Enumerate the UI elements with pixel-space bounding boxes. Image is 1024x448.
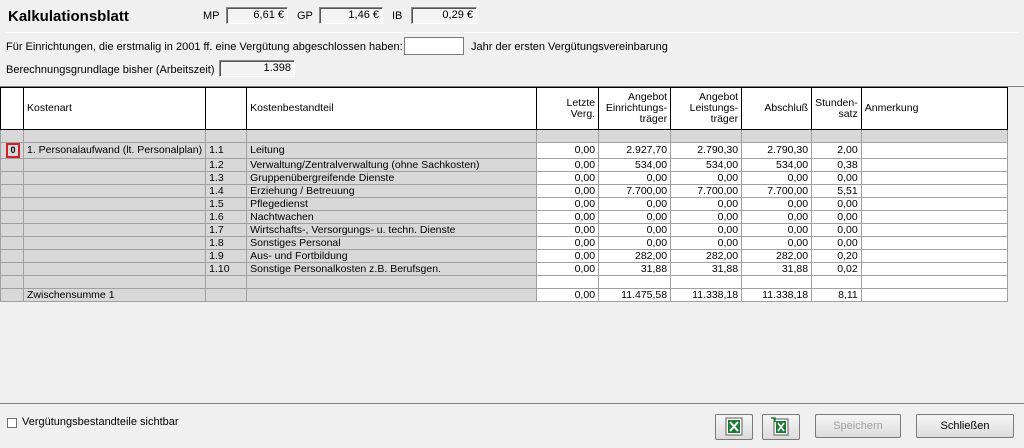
cell-nr[interactable]: 1.10 bbox=[206, 263, 247, 276]
cell-kostenbestandteil[interactable]: Leitung bbox=[247, 143, 537, 159]
cell-abschluss[interactable]: 2.790,30 bbox=[742, 143, 812, 159]
cell-kostenbestandteil[interactable]: Gruppenübergreifende Dienste bbox=[247, 172, 537, 185]
cell-kostenart[interactable] bbox=[24, 237, 206, 250]
cell-stundensatz[interactable]: 8,11 bbox=[812, 289, 862, 302]
cell-kostenbestandteil[interactable]: Verwaltung/Zentralverwaltung (ohne Sachkosten) bbox=[247, 159, 537, 172]
header-kostenbestandteil[interactable]: Kostenbestandteil bbox=[247, 88, 537, 130]
row-header bbox=[1, 211, 24, 224]
cell-anmerkung[interactable] bbox=[861, 211, 1007, 224]
table-row[interactable] bbox=[1, 289, 1008, 302]
header-stundensatz[interactable]: Stunden-satz bbox=[812, 88, 862, 130]
header-nr[interactable] bbox=[206, 88, 247, 130]
cell-value[interactable] bbox=[742, 276, 812, 289]
row-header bbox=[1, 237, 24, 250]
excel-import-button[interactable] bbox=[762, 414, 800, 440]
cell-abschluss[interactable]: 11.338,18 bbox=[742, 289, 812, 302]
cell-angebot-einrichtung[interactable]: 282,00 bbox=[599, 250, 671, 263]
cell-nr[interactable] bbox=[206, 276, 247, 289]
cell-letzte-verg[interactable]: 0,00 bbox=[537, 263, 599, 276]
cell-stundensatz[interactable]: 5,51 bbox=[812, 185, 862, 198]
cell-angebot-einrichtung[interactable]: 11.475,58 bbox=[599, 289, 671, 302]
row-header bbox=[1, 130, 24, 143]
cell-nr[interactable] bbox=[206, 289, 247, 302]
cell-letzte-verg[interactable]: 0,00 bbox=[537, 289, 599, 302]
cell-angebot-leistung[interactable]: 0,00 bbox=[671, 237, 742, 250]
ib-label: IB bbox=[392, 10, 403, 22]
cell-kostenart[interactable] bbox=[24, 263, 206, 276]
cell-anmerkung[interactable] bbox=[861, 159, 1007, 172]
cell-nr[interactable]: 1.3 bbox=[206, 172, 247, 185]
cell-angebot-einrichtung[interactable]: 0,00 bbox=[599, 224, 671, 237]
cell-nr[interactable]: 1.2 bbox=[206, 159, 247, 172]
row-header bbox=[1, 276, 24, 289]
row-header bbox=[1, 185, 24, 198]
cell-angebot-einrichtung[interactable]: 0,00 bbox=[599, 172, 671, 185]
cell-anmerkung[interactable] bbox=[861, 185, 1007, 198]
row-header bbox=[1, 172, 24, 185]
cell-angebot-einrichtung[interactable]: 534,00 bbox=[599, 159, 671, 172]
cell-angebot-einrichtung[interactable]: 31,88 bbox=[599, 263, 671, 276]
cell-kostenbestandteil[interactable]: Pflegedienst bbox=[247, 198, 537, 211]
cell-angebot-leistung[interactable]: 11.338,18 bbox=[671, 289, 742, 302]
cell-nr[interactable] bbox=[206, 130, 247, 143]
cell-letzte-verg[interactable]: 0,00 bbox=[537, 198, 599, 211]
cell-anmerkung[interactable] bbox=[861, 143, 1007, 159]
cell-abschluss[interactable]: 0,00 bbox=[742, 198, 812, 211]
cell-abschluss[interactable]: 0,00 bbox=[742, 211, 812, 224]
cell-angebot-leistung[interactable]: 0,00 bbox=[671, 211, 742, 224]
cell-abschluss[interactable]: 7.700,00 bbox=[742, 185, 812, 198]
cell-abschluss[interactable]: 31,88 bbox=[742, 263, 812, 276]
cell-stundensatz[interactable]: 0,38 bbox=[812, 159, 862, 172]
header-angebot-einrichtungstraeger[interactable]: Angebot Einrichtungs-träger bbox=[599, 88, 671, 130]
row-header-corner bbox=[1, 88, 24, 130]
cell-angebot-einrichtung[interactable]: 2.927,70 bbox=[599, 143, 671, 159]
cell-kostenart[interactable] bbox=[24, 276, 206, 289]
cell-abschluss[interactable]: 0,00 bbox=[742, 224, 812, 237]
cell-nr[interactable]: 1.8 bbox=[206, 237, 247, 250]
table-row[interactable] bbox=[1, 211, 1008, 224]
kalkulation-table bbox=[0, 87, 1008, 302]
cell-abschluss[interactable]: 534,00 bbox=[742, 159, 812, 172]
cell-kostenbestandteil[interactable]: Erziehung / Betreuung bbox=[247, 185, 537, 198]
table-row[interactable] bbox=[1, 198, 1008, 211]
cell-nr[interactable]: 1.4 bbox=[206, 185, 247, 198]
berechnung-label: Berechnungsgrundlage bisher (Arbeitszeit) bbox=[6, 64, 215, 76]
mp-value: 6,61 € bbox=[226, 7, 288, 24]
cell-angebot-einrichtung[interactable]: 0,00 bbox=[599, 211, 671, 224]
table-row[interactable] bbox=[1, 143, 1008, 159]
cell-nr[interactable]: 1.9 bbox=[206, 250, 247, 263]
table-row[interactable] bbox=[1, 185, 1008, 198]
cell-letzte-verg[interactable]: 0,00 bbox=[537, 172, 599, 185]
cell-kostenbestandteil[interactable]: Aus- und Fortbildung bbox=[247, 250, 537, 263]
cell-stundensatz[interactable]: 0,00 bbox=[812, 211, 862, 224]
gp-label: GP bbox=[297, 10, 313, 22]
einrichtungen-input[interactable] bbox=[404, 37, 464, 55]
cell-kostenbestandteil[interactable] bbox=[247, 289, 537, 302]
header-angebot-leistungstraeger[interactable]: Angebot Leistungs-träger bbox=[671, 88, 742, 130]
vergutung-visible-checkbox[interactable] bbox=[7, 418, 17, 428]
gp-value: 1,46 € bbox=[319, 7, 383, 24]
row-header bbox=[1, 289, 24, 302]
excel-export-button[interactable] bbox=[715, 414, 753, 440]
cell-abschluss[interactable]: 282,00 bbox=[742, 250, 812, 263]
page-title: Kalkulationsblatt bbox=[8, 8, 129, 25]
cell-kostenart[interactable] bbox=[24, 159, 206, 172]
cell-stundensatz[interactable]: 0,00 bbox=[812, 198, 862, 211]
table-row[interactable] bbox=[1, 237, 1008, 250]
close-button[interactable]: Schließen bbox=[916, 414, 1014, 438]
cell-stundensatz[interactable]: 0,02 bbox=[812, 263, 862, 276]
cell-value[interactable] bbox=[671, 276, 742, 289]
cell-nr[interactable]: 1.6 bbox=[206, 211, 247, 224]
cell-nr[interactable]: 1.1 bbox=[206, 143, 247, 159]
row-header bbox=[1, 143, 24, 159]
cell-angebot-leistung[interactable]: 282,00 bbox=[671, 250, 742, 263]
cell-kostenart[interactable]: 1. Personalaufwand (lt. Personalplan) bbox=[24, 143, 206, 159]
cell-angebot-leistung[interactable]: 2.790,30 bbox=[671, 143, 742, 159]
cell-angebot-leistung[interactable] bbox=[671, 130, 742, 143]
excel-export-icon bbox=[716, 415, 752, 439]
cell-nr[interactable]: 1.5 bbox=[206, 198, 247, 211]
cell-kostenart[interactable] bbox=[24, 250, 206, 263]
ib-value: 0,29 € bbox=[411, 7, 477, 24]
kalkulation-grid[interactable] bbox=[0, 86, 1024, 404]
cell-anmerkung[interactable] bbox=[861, 130, 1007, 143]
cell-letzte-verg[interactable]: 0,00 bbox=[537, 159, 599, 172]
cell-letzte-verg[interactable]: 0,00 bbox=[537, 211, 599, 224]
cell-letzte-verg[interactable]: 0,00 bbox=[537, 250, 599, 263]
cell-kostenbestandteil[interactable]: Sonstiges Personal bbox=[247, 237, 537, 250]
cell-anmerkung[interactable] bbox=[861, 276, 1007, 289]
row-header bbox=[1, 198, 24, 211]
cell-kostenart[interactable] bbox=[24, 172, 206, 185]
table-row[interactable] bbox=[1, 224, 1008, 237]
header-letzte-verg[interactable]: Letzte Verg. bbox=[537, 88, 599, 130]
cell-angebot-einrichtung[interactable] bbox=[599, 130, 671, 143]
cell-letzte-verg[interactable]: 0,00 bbox=[537, 143, 599, 159]
row-header bbox=[1, 224, 24, 237]
cell-kostenart[interactable] bbox=[24, 224, 206, 237]
cell-letzte-verg[interactable] bbox=[537, 130, 599, 143]
cell-stundensatz[interactable] bbox=[812, 130, 862, 143]
header-separator bbox=[6, 32, 1018, 33]
table-row[interactable] bbox=[1, 130, 1008, 143]
row-header bbox=[1, 250, 24, 263]
cell-anmerkung[interactable] bbox=[861, 263, 1007, 276]
cell-anmerkung[interactable] bbox=[861, 237, 1007, 250]
header-anmerkung[interactable]: Anmerkung bbox=[861, 88, 1007, 130]
cell-kostenart[interactable] bbox=[24, 211, 206, 224]
cell-value[interactable] bbox=[537, 276, 599, 289]
jahr-label: Jahr der ersten Vergütungsvereinbarung bbox=[471, 41, 668, 53]
cell-anmerkung[interactable] bbox=[861, 250, 1007, 263]
cell-angebot-leistung[interactable]: 0,00 bbox=[671, 224, 742, 237]
cell-angebot-einrichtung[interactable]: 0,00 bbox=[599, 237, 671, 250]
cell-anmerkung[interactable] bbox=[861, 198, 1007, 211]
mp-label: MP bbox=[203, 10, 220, 22]
table-row[interactable] bbox=[1, 263, 1008, 276]
cell-angebot-einrichtung[interactable]: 0,00 bbox=[599, 198, 671, 211]
cell-letzte-verg[interactable]: 0,00 bbox=[537, 224, 599, 237]
cell-stundensatz[interactable]: 0,00 bbox=[812, 224, 862, 237]
cell-angebot-leistung[interactable]: 0,00 bbox=[671, 198, 742, 211]
cell-angebot-einrichtung[interactable]: 7.700,00 bbox=[599, 185, 671, 198]
cell-letzte-verg[interactable]: 0,00 bbox=[537, 237, 599, 250]
vergutung-visible-label: Vergütungsbestandteile sichtbar bbox=[22, 416, 179, 428]
cell-stundensatz[interactable]: 2,00 bbox=[812, 143, 862, 159]
excel-import-icon bbox=[763, 415, 799, 439]
berechnung-value: 1.398 bbox=[219, 60, 295, 77]
cell-letzte-verg[interactable]: 0,00 bbox=[537, 185, 599, 198]
cell-abschluss[interactable]: 0,00 bbox=[742, 172, 812, 185]
cell-value[interactable] bbox=[812, 276, 862, 289]
cell-angebot-leistung[interactable]: 31,88 bbox=[671, 263, 742, 276]
row-header bbox=[1, 159, 24, 172]
cell-kostenart[interactable] bbox=[24, 198, 206, 211]
cell-kostenbestandteil[interactable]: Sonstige Personalkosten z.B. Berufsgen. bbox=[247, 263, 537, 276]
header-abschluss[interactable]: Abschluß bbox=[742, 88, 812, 130]
cell-abschluss[interactable]: 0,00 bbox=[742, 237, 812, 250]
cell-nr[interactable]: 1.7 bbox=[206, 224, 247, 237]
cell-kostenbestandteil[interactable] bbox=[247, 276, 537, 289]
row-selector-marker[interactable]: 0 bbox=[6, 143, 20, 158]
cell-anmerkung[interactable] bbox=[861, 172, 1007, 185]
save-button[interactable]: Speichern bbox=[815, 414, 901, 438]
table-header-row bbox=[1, 88, 1008, 130]
cell-value[interactable] bbox=[599, 276, 671, 289]
cell-angebot-leistung[interactable]: 0,00 bbox=[671, 172, 742, 185]
table-row[interactable] bbox=[1, 172, 1008, 185]
cell-kostenart[interactable] bbox=[24, 185, 206, 198]
cell-angebot-leistung[interactable]: 7.700,00 bbox=[671, 185, 742, 198]
cell-kostenbestandteil[interactable]: Wirtschafts-, Versorgungs- u. techn. Dienste bbox=[247, 224, 537, 237]
cell-anmerkung[interactable] bbox=[861, 289, 1007, 302]
cell-stundensatz[interactable]: 0,20 bbox=[812, 250, 862, 263]
cell-kostenart[interactable] bbox=[24, 130, 206, 143]
cell-stundensatz[interactable]: 0,00 bbox=[812, 172, 862, 185]
table-row[interactable] bbox=[1, 159, 1008, 172]
table-row[interactable] bbox=[1, 250, 1008, 263]
einrichtungen-label: Für Einrichtungen, die erstmalig in 2001 ff. eine Vergütung abgeschlossen haben: bbox=[6, 41, 403, 53]
cell-abschluss[interactable] bbox=[742, 130, 812, 143]
header-kostenart[interactable]: Kostenart bbox=[24, 88, 206, 130]
table-row[interactable] bbox=[1, 276, 1008, 289]
cell-stundensatz[interactable]: 0,00 bbox=[812, 237, 862, 250]
cell-anmerkung[interactable] bbox=[861, 224, 1007, 237]
cell-angebot-leistung[interactable]: 534,00 bbox=[671, 159, 742, 172]
cell-kostenart[interactable]: Zwischensumme 1 bbox=[24, 289, 206, 302]
cell-kostenbestandteil[interactable] bbox=[247, 130, 537, 143]
row-header bbox=[1, 263, 24, 276]
cell-kostenbestandteil[interactable]: Nachtwachen bbox=[247, 211, 537, 224]
